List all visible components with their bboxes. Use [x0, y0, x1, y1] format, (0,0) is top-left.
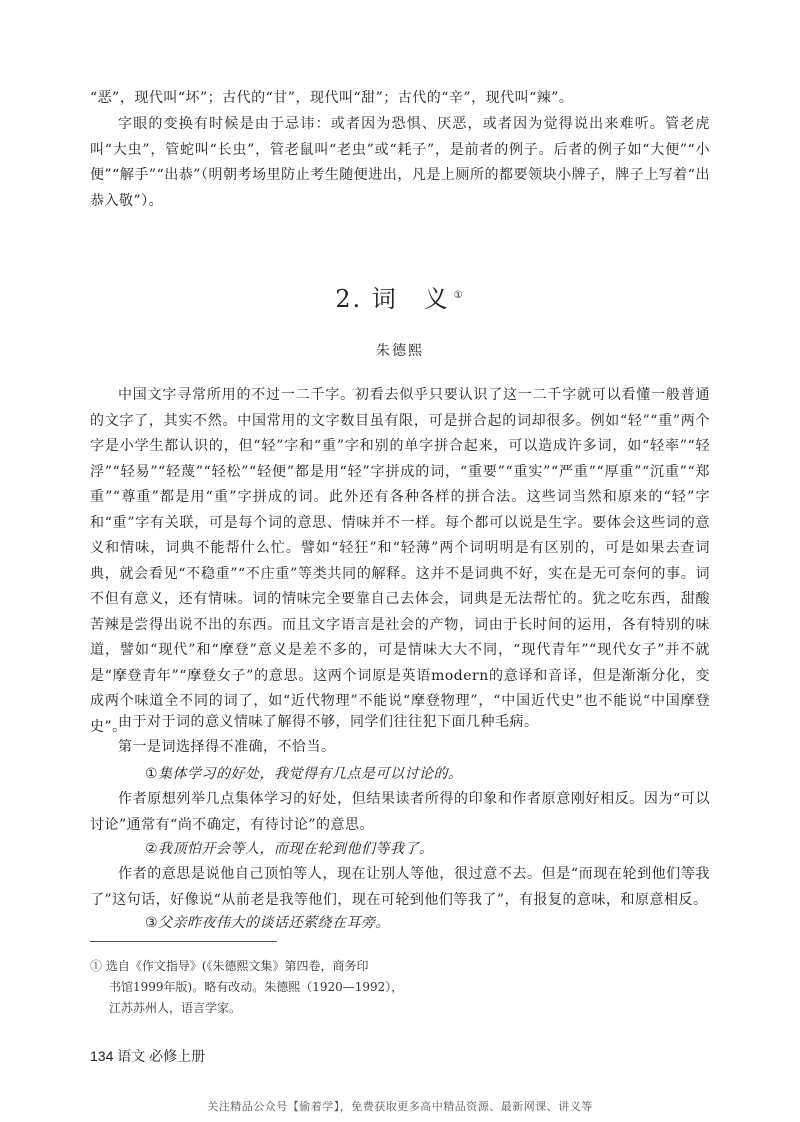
author-name: 朱德熙 [376, 343, 424, 359]
footnote-line: 江苏苏州人，语言学家。 [109, 1001, 242, 1015]
footnote-line: ① 选自《作文指导》(《朱德熙文集》第四卷，商务印 [90, 959, 369, 973]
paragraph: 中国文字寻常所用的不过一二千字。初看去似乎只要认识了这一二千字就可以看懂一般普通的文字了，其实不然。中国常用的文字数目虽有限，可是拼合起的词却很多。例如“轻”“重”两个字是小学生都认识的，但“轻”字和“重”字和别的单字拼合起来，可以造成许多词，如“轻率”“轻浮”“轻易”“轻蔑”“轻松”“轻便”都是用“轻”字拼成的词，“重要”“重实”“严重”“厚重”“沉重”“郑重”“尊重”都是用“重”字拼成的词。此外还有各种各样的拼合法。这些词当然和原来的“轻”字和“重”字有关联，可是每个词的意思、情味并不一样。每个都可以说是生字。要体会这些词的意义和情味，词典不能帮什么忙。譬如“轻狂”和“轻薄”两个词明明是有区别的，可是如果去查词典，就会看见“不稳重”“不庄重”等类共同的解释。这并不是词典不好，实在是无可奈何的事。词不但有意义，还有情味。词的情味完全要靠自己去体会，词典是无法帮忙的。犹之吃东西，甜酸苦辣是尝得出说不出的东西。而且文字语言是社会的产物，词由于长时间的运用，各有特别的味道，譬如“现代”和“摩登”意义是差不多的，可是情味大大不同，“现代青年”“现代女子”并不就是“摩登青年”“摩登女子”的意思。这两个词原是英语modern的意译和音译，但是渐渐分化，变成两个味道全不同的词了，如“近代物理”不能说“摩登物理”，“中国近代史”也不能说“中国摩登史”。 [90, 387, 710, 735]
section-title [0, 279, 800, 314]
paragraph: 第一是词选择得不准确，不恰当。 [118, 739, 336, 755]
paragraph: 作者的意思是说他自己顶怕等人，现在让别人等他，很过意不去。但是“而现在轮到他们等我了”这句话，好像说“从前老是我等他们，现在可轮到他们等我了”，有报复的意味，和原意相反。 [90, 866, 710, 908]
footnote-line: 书馆1999年版)。略有改动。朱德熙（1920—1992）， [109, 980, 404, 994]
promo-banner: 关注精品公众号【偷着学】，免费获取更多高中精品资源、最新网课、讲义等 [207, 1100, 593, 1113]
example-sentence: ③父亲昨夜伟大的谈话还萦绕在耳旁。 [145, 915, 391, 931]
example-sentence: ①集体学习的好处，我觉得有几点是可以讨论的。 [145, 766, 463, 782]
paragraph: 由于对于词的意义情味了解得不够，同学们往往犯下面几种毛病。 [118, 714, 539, 730]
footnote-marker: ① [453, 290, 465, 301]
footnote-divider [90, 941, 277, 942]
page-number: 134 语文 必修上册 [90, 1048, 206, 1064]
paragraph: 字眼的变换有时候是由于忌讳：或者因为恐惧、厌恶，或者因为觉得说出来难听。管老虎叫“大虫”，管蛇叫“长虫”，管老鼠叫“老虫”或“耗子”，是前者的例子。后者的例子如“大便”“小便”“解手”“出恭”（明朝考场里防止考生随便进出，凡是上厕所的都要领块小牌子，牌子上写着“出恭入敬”）。 [90, 116, 710, 209]
paragraph: “恶”，现代叫“坏”；古代的“甘”，现代叫“甜”；古代的“辛”，现代叫“辣”。 [90, 90, 574, 106]
example-sentence: ②我顶怕开会等人，而现在轮到他们等我了。 [145, 841, 434, 857]
section-title-text: 2. 词 义 [335, 285, 450, 313]
paragraph: 作者原想列举几点集体学习的好处，但结果读者所得的印象和作者原意刚好相反。因为“可以讨论”通常有“尚不确定，有待讨论”的意思。 [90, 791, 710, 833]
